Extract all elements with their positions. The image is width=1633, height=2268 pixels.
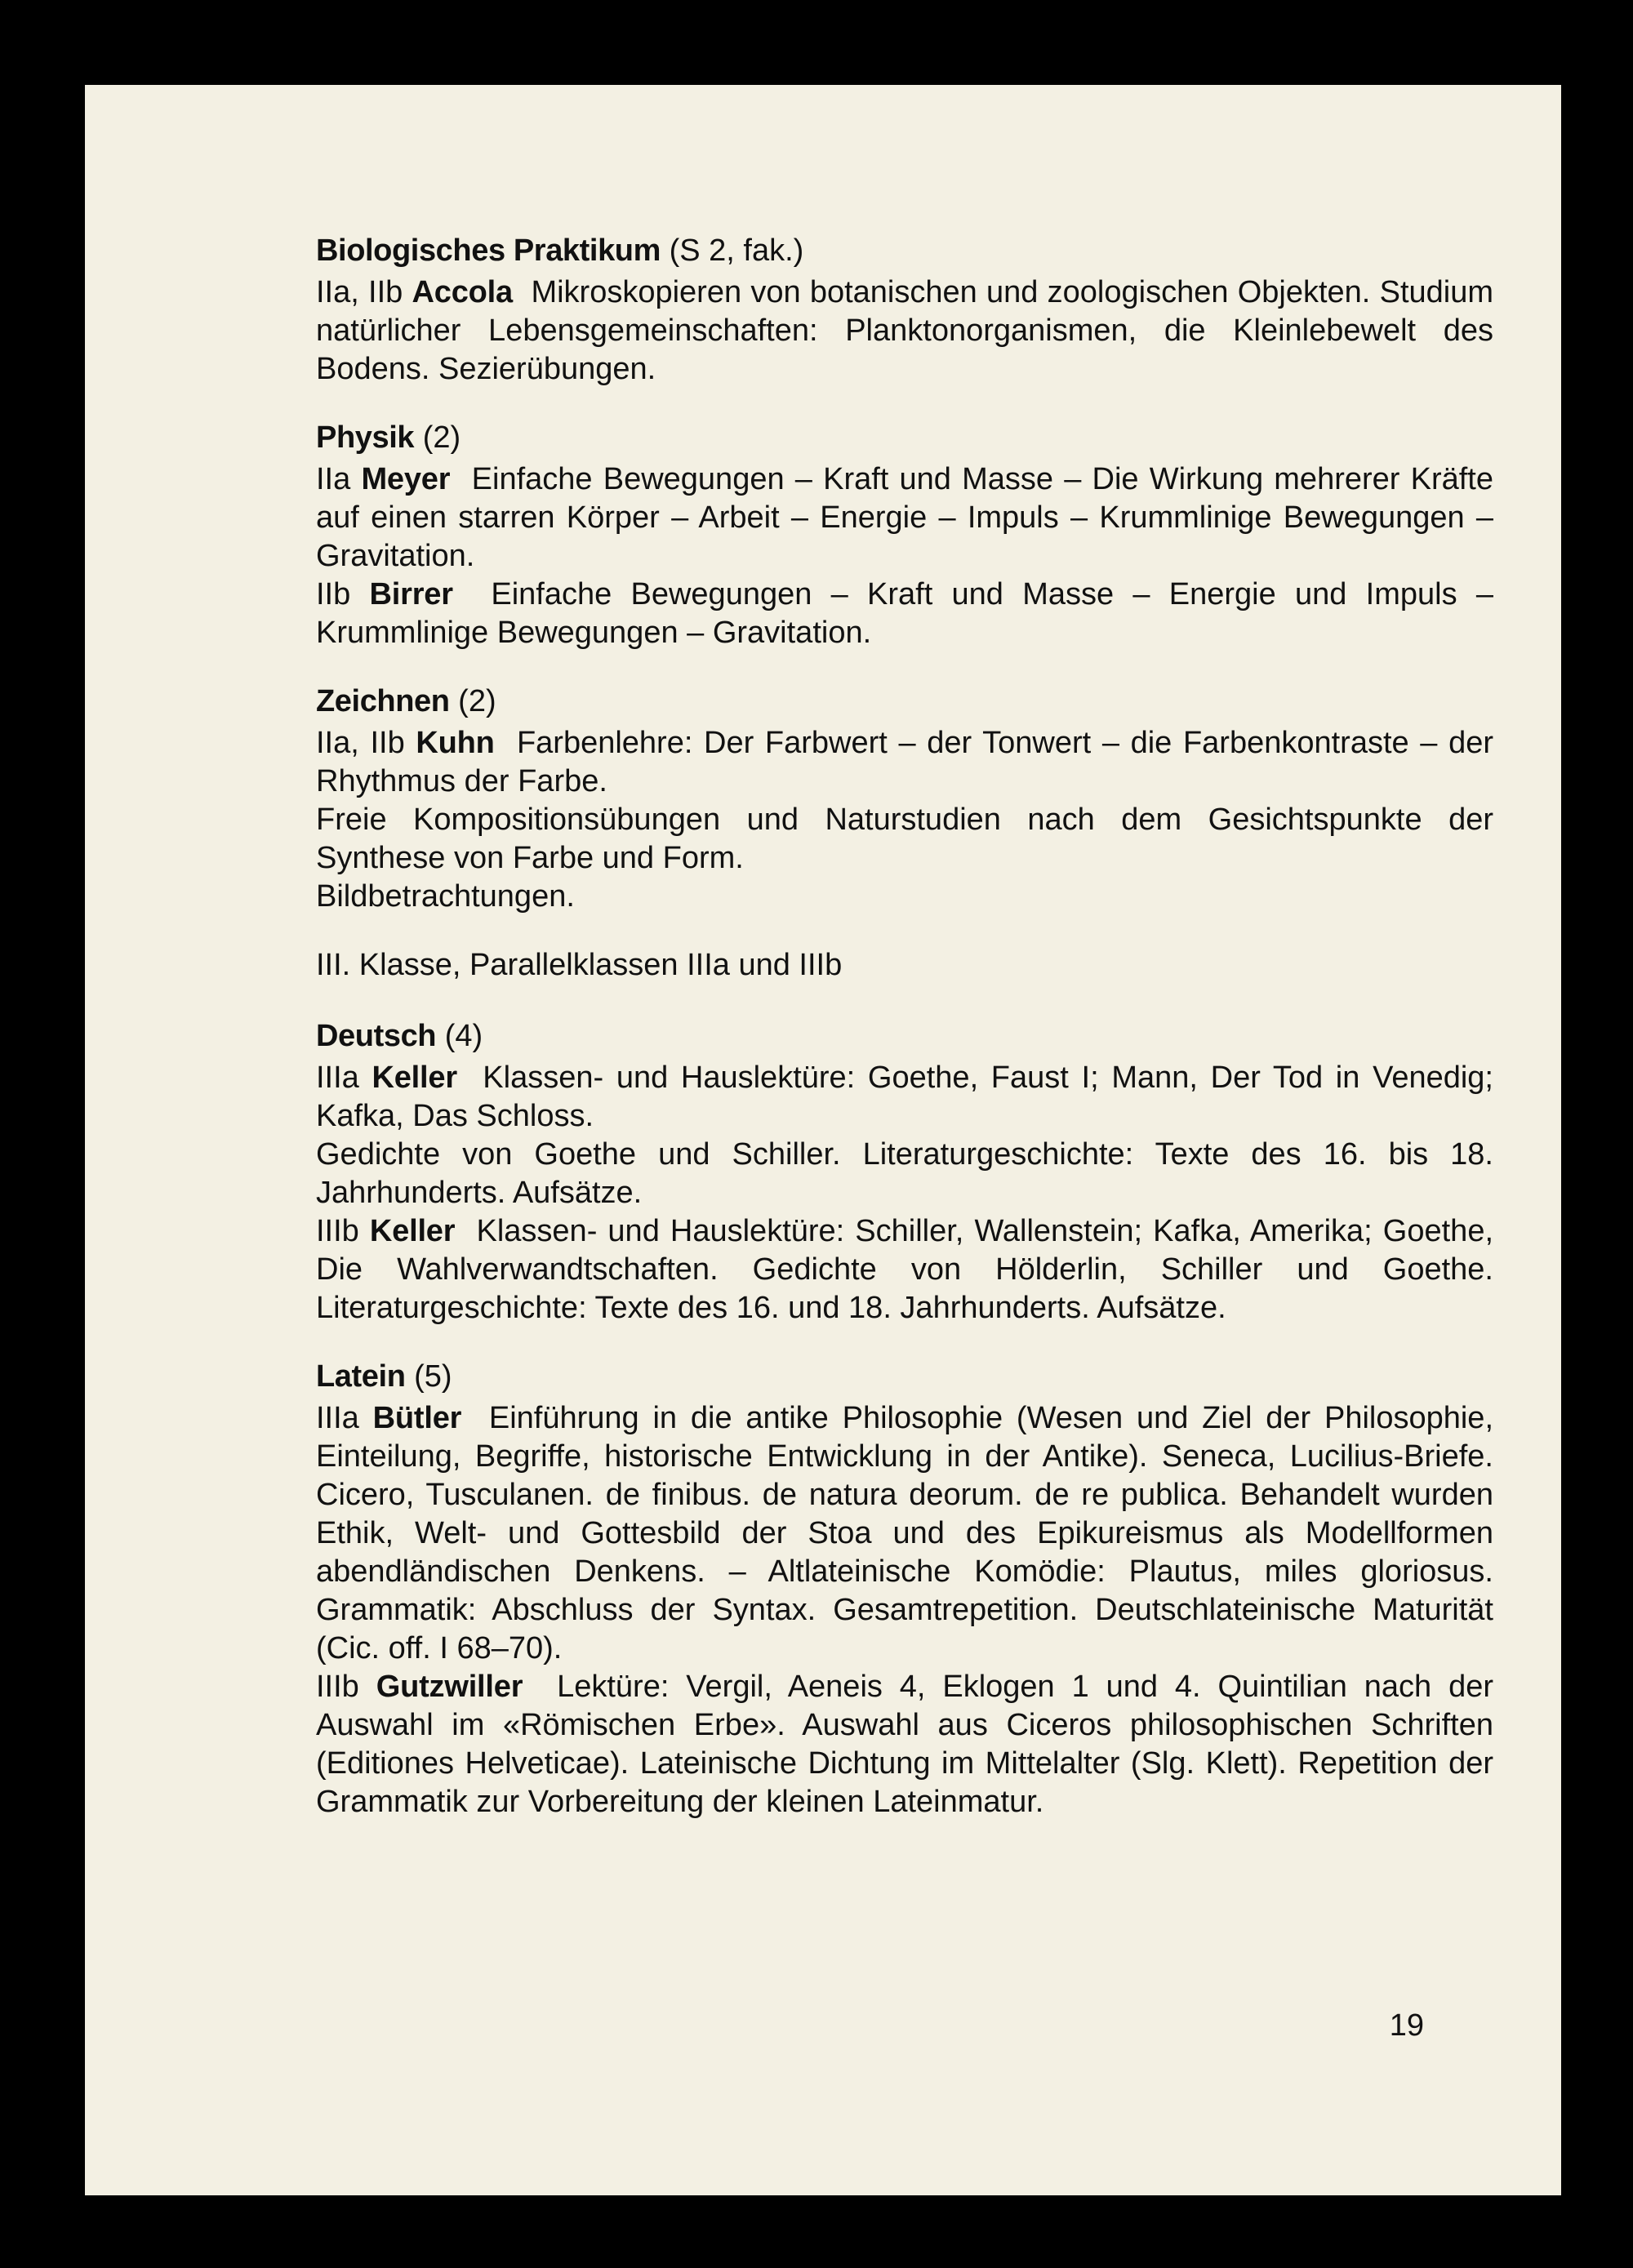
course-entry — [316, 1399, 1493, 1668]
course-description: Farbenlehre: Der Farbwert – der Tonwert – die Farbenkontraste – der Rhythmus der Farbe. — [316, 726, 1494, 798]
course-continuation: Gedichte von Goethe und Schiller. Literaturgeschichte: Texte des 16. bis 18. Jahrhunderts. Aufsätze. — [316, 1137, 1493, 1210]
section-latein — [316, 1358, 1493, 1821]
course-description: Einfache Bewegungen – Kraft und Masse – Die Wirkung mehrerer Kräfte auf einen starren Körper – Arbeit – Energie – Impuls – Krummlinige Bewegungen – Gravitation. — [316, 462, 1493, 573]
section-hours: (2) — [458, 684, 496, 718]
teacher-name: Gutzwiller — [376, 1670, 523, 1704]
course-entry — [316, 1668, 1493, 1821]
section-hours: (2) — [422, 420, 461, 455]
section-heading — [316, 419, 1493, 457]
section-title: Biologisches Praktikum — [316, 233, 661, 268]
section-biologisches-praktikum — [316, 232, 1493, 389]
page-number: 19 — [1389, 2008, 1424, 2043]
course-entry — [316, 1059, 1493, 1136]
course-description: Klassen- und Hauslektüre: Schiller, Wallenstein; Kafka, Amerika; Goethe, Die Wahlverwandtschaften. Gedichte von Hölderlin, Schiller und Goethe. Literaturgeschichte: Texte des 16. und 18. Jahrhunderts. Aufsätze. — [316, 1214, 1494, 1325]
teacher-name: Birrer — [369, 577, 453, 611]
class-label: IIIb — [316, 1670, 359, 1704]
section-hours: (4) — [444, 1019, 483, 1053]
section-zeichnen — [316, 683, 1493, 916]
class-label: IIa, IIb — [316, 275, 403, 309]
teacher-name: Keller — [372, 1061, 457, 1095]
section-hours: (S 2, fak.) — [669, 233, 804, 268]
section-heading — [316, 232, 1493, 270]
teacher-name: Accola — [412, 275, 513, 309]
section-title: Deutsch — [316, 1019, 437, 1053]
teacher-name: Meyer — [361, 462, 451, 496]
section-title: Latein — [316, 1359, 406, 1394]
course-entry — [316, 576, 1493, 652]
class-level-heading: III. Klasse, Parallelklassen IIIa und IIIb — [316, 948, 843, 982]
course-entry — [316, 460, 1493, 576]
section-heading — [316, 1017, 1493, 1056]
course-description: Einfache Bewegungen – Kraft und Masse – Energie und Impuls – Krummlinige Bewegungen – Gravitation. — [316, 577, 1493, 650]
course-entry — [316, 1212, 1493, 1327]
teacher-name: Bütler — [372, 1401, 462, 1435]
course-entry — [316, 724, 1493, 801]
class-label: IIIa — [316, 1401, 359, 1435]
section-title: Physik — [316, 420, 415, 455]
course-description: Mikroskopieren von botanischen und zoologischen Objekten. Studium natürlicher Lebensgemeinschaften: Planktonorganismen, die Kleinlebewelt des Bodens. Sezierübungen. — [316, 275, 1493, 386]
teacher-name: Keller — [369, 1214, 456, 1248]
course-description: Klassen- und Hauslektüre: Goethe, Faust I; Mann, Der Tod in Venedig; Kafka, Das Schloss. — [316, 1061, 1493, 1133]
class-label: IIIb — [316, 1214, 359, 1248]
class-label: IIb — [316, 577, 351, 611]
course-description: Einführung in die antike Philosophie (Wesen und Ziel der Philosophie, Einteilung, Begriffe, historische Entwicklung in der Antike). Seneca, Lucilius-Briefe. Cicero, Tusculanen. de finibus. de natura deorum. de re publica. Behandelt wurden Ethik, Welt- und Gottesbild der Stoa und des Epikureismus als Modellformen abendländischen Denkens. – Altlateinische Komödie: Plautus, miles gloriosus. Grammatik: Abschluss der Syntax. Gesamtrepetition. Deutschlateinische Maturität (Cic. off. I 68–70). — [316, 1401, 1494, 1665]
section-heading — [316, 1358, 1493, 1396]
section-title: Zeichnen — [316, 684, 450, 718]
page-content — [316, 232, 1493, 1852]
section-heading — [316, 683, 1493, 721]
class-label: IIa, IIb — [316, 726, 405, 760]
class-label: IIIa — [316, 1061, 359, 1095]
course-continuation: Bildbetrachtungen. — [316, 879, 575, 914]
course-continuation: Freie Kompositionsübungen und Naturstudien nach dem Gesichtspunkte der Synthese von Farbe und Form. — [316, 803, 1493, 875]
course-description: Lektüre: Vergil, Aeneis 4, Eklogen 1 und 4. Quintilian nach der Auswahl im «Römischen Erbe». Auswahl aus Ciceros philosophischen Schriften (Editiones Helveticae). Lateinische Dichtung im Mittelalter (Slg. Klett). Repetition der Grammatik zur Vorbereitung der kleinen Lateinmatur. — [316, 1670, 1494, 1819]
section-physik — [316, 419, 1493, 652]
class-label: IIa — [316, 462, 351, 496]
section-deutsch — [316, 1017, 1493, 1327]
teacher-name: Kuhn — [416, 726, 495, 760]
course-entry — [316, 273, 1493, 389]
document-page — [85, 85, 1561, 2195]
section-hours: (5) — [414, 1359, 452, 1394]
